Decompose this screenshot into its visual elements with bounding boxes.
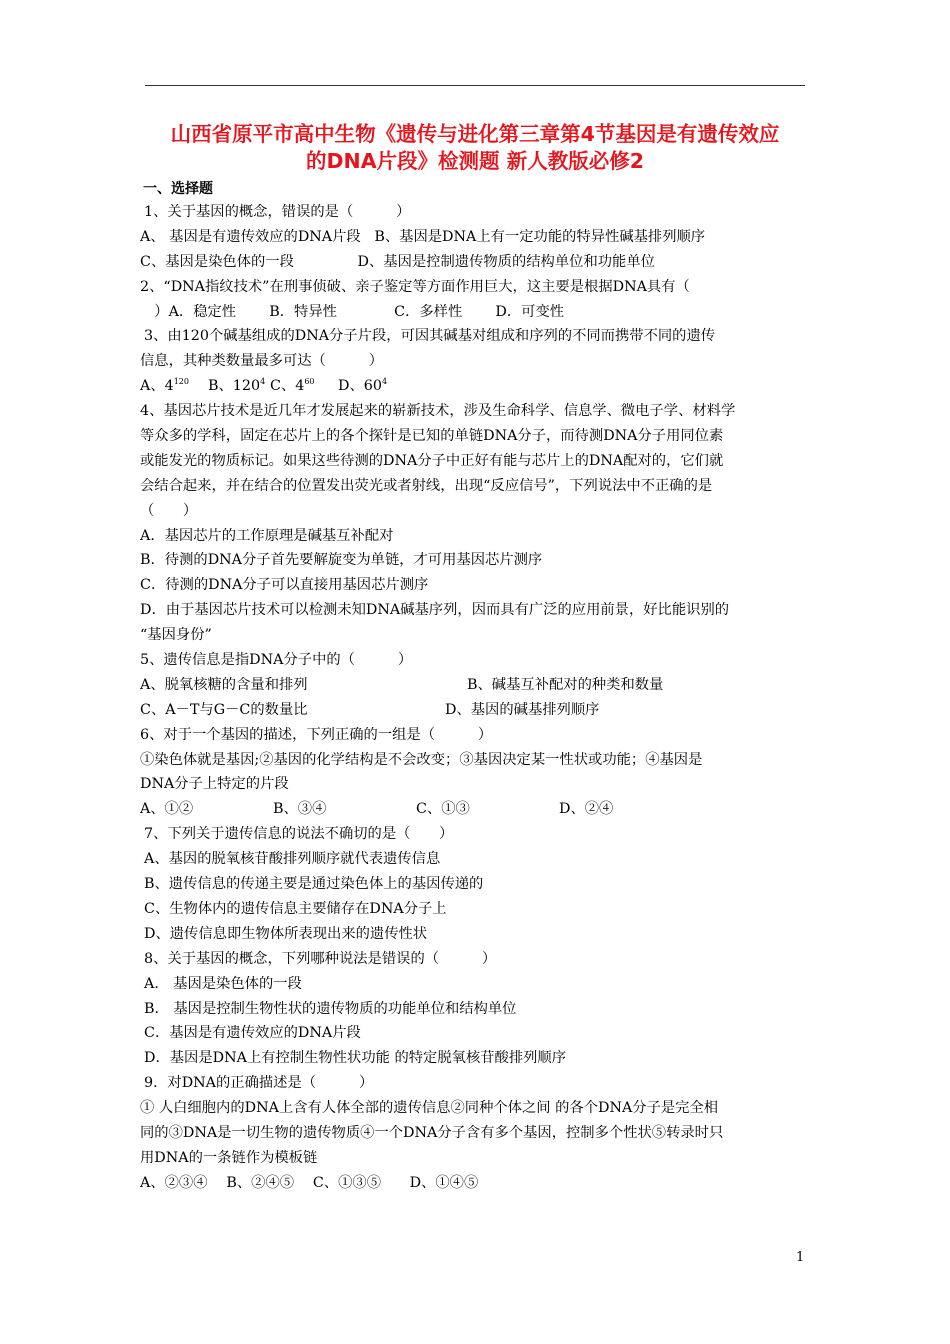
q7-option-b: B、遗传信息的传递主要是通过染色体上的基因传递的	[144, 876, 484, 893]
q3-option-d: D、$60^4$	[338, 377, 388, 395]
q4-option-b: B．待测的DNA分子首先要解旋变为单链，才可用基因芯片测序	[140, 552, 543, 569]
question-list	[140, 200, 810, 1196]
q6-stem: 6、对于一个基因的描述，下列正确的一组是（ ）	[140, 726, 493, 743]
title-line-1: 山西省原平市高中生物《遗传与进化第三章第4节基因是有遗传效应	[170, 122, 780, 146]
q2-options: ）A．稳定性 B．特异性 C．多样性 D．可变性	[140, 303, 565, 320]
title-line-2: 的DNA片段》检测题 新人教版必修2	[306, 149, 644, 173]
q5-option-d: D、基因的碱基排列顺序	[445, 701, 600, 718]
q5-options-ab	[140, 673, 810, 698]
q7-option-a: A、基因的脱氧核苷酸排列顺序就代表遗传信息	[144, 851, 441, 868]
q5-option-c: C、A－T与G－C的数量比	[140, 701, 308, 718]
q5-stem: 5、遗传信息是指DNA分子中的（ ）	[140, 652, 413, 669]
q5-options-cd	[140, 698, 810, 723]
header-rule	[145, 85, 805, 86]
q2-stem: 2、“DNA指纹技术”在刑事侦破、亲子鉴定等方面作用巨大，这主要是根据DNA具有（	[140, 278, 690, 295]
q1-stem: 1、关于基因的概念，错误的是（ ）	[144, 204, 411, 220]
q8-option-d: D．基因是DNA上有控制生物性状功能 的特定脱氧核苷酸排列顺序	[144, 1050, 567, 1067]
q3-stem-cont: 信息，其种类数量最多可达（ ）	[140, 353, 384, 370]
q6-body-2: DNA分子上特定的片段	[140, 776, 289, 793]
q6-option-b: B、③④	[273, 801, 327, 818]
q4-stem-2: 等众多的学科，固定在芯片上的各个探针是已知的单链DNA分子，而待测DNA分子用同位素	[140, 428, 724, 445]
q4-option-d: D．由于基因芯片技术可以检测未知DNA碱基序列，因而具有广泛的应用前景，好比能识别的	[140, 602, 730, 619]
q4-stem-3: 或能发光的物质标记。如果这些待测的DNA分子中正好有能与芯片上的DNA配对的，它们就	[140, 452, 724, 469]
q5-option-b: B、碱基互补配对的种类和数量	[467, 676, 664, 693]
q6-option-a: A、①②	[140, 801, 194, 818]
q9-stem: 9．对DNA的正确描述是（ ）	[144, 1075, 374, 1092]
q9-body-3: 用DNA的一条链作为模板链	[140, 1149, 318, 1166]
q4-option-d-cont: “基因身份”	[140, 627, 212, 644]
q7-option-d: D、遗传信息即生物体所表现出来的遗传性状	[144, 925, 428, 942]
q6-option-c: C、①③	[416, 801, 470, 818]
q1-options-ab: A、 基因是有遗传效应的DNA片段 B、基因是DNA上有一定功能的特异性碱基排列顺序	[140, 228, 706, 245]
q9-options: A、②③④ B、②④⑤ C、①③⑤ D、①④⑤	[140, 1174, 479, 1191]
q6-body-1: ①染色体就是基因;②基因的化学结构是不会改变；③基因决定某一性状或功能；④基因是	[140, 751, 703, 768]
q8-option-a: A． 基因是染色体的一段	[144, 975, 302, 992]
q9-body-2: 同的③DNA是一切生物的遗传物质④一个DNA分子含有多个基因，控制多个性状⑤转录时只	[140, 1124, 724, 1141]
q4-option-c: C．待测的DNA分子可以直接用基因芯片测序	[140, 577, 429, 594]
q8-stem: 8、关于基因的概念，下列哪种说法是错误的（ ）	[144, 950, 497, 967]
q3-option-c: C、$4^{60}$	[270, 377, 315, 395]
q8-option-c: C．基因是有遗传效应的DNA片段	[144, 1025, 361, 1042]
q1-options-cd: C、基因是染色体的一段 D、基因是控制遗传物质的结构单位和功能单位	[140, 253, 655, 270]
q4-option-a: A．基因芯片的工作原理是碱基互补配对	[140, 527, 394, 544]
page-number: 1	[796, 1250, 805, 1265]
q4-stem-5: （ ）	[140, 502, 198, 519]
q3-option-b: B、$120^4$	[208, 377, 266, 395]
q7-option-c: C、生物体内的遗传信息主要储存在DNA分子上	[144, 900, 447, 917]
q6-options	[140, 797, 810, 822]
q3-option-a: A、$4^{120}$	[140, 377, 189, 395]
q3-stem: 3、由120个碱基组成的DNA分子片段，可因其碱基对组成和序列的不同而携带不同的遗传	[144, 328, 716, 345]
q6-option-d: D、②④	[559, 801, 614, 818]
q7-stem: 7、下列关于遗传信息的说法不确切的是（ ）	[144, 826, 454, 843]
q8-option-b: B． 基因是控制生物性状的遗传物质的功能单位和结构单位	[144, 1000, 517, 1017]
q9-body-1: ① 人白细胞内的DNA上含有人体全部的遗传信息②同种个体之间 的各个DNA分子是完全相	[140, 1100, 719, 1117]
document-title	[120, 121, 830, 175]
q4-stem-4: 会结合起来，并在结合的位置发出荧光或者射线，出现“反应信号”，下列说法中不正确的是	[140, 477, 713, 494]
q3-options	[140, 374, 810, 399]
q4-stem-1: 4、基因芯片技术是近几年才发展起来的崭新技术，涉及生命科学、信息学、微电子学、材料学	[140, 403, 736, 420]
q5-option-a: A、脱氧核糖的含量和排列	[140, 676, 308, 693]
section-heading: 一、选择题	[143, 181, 213, 197]
